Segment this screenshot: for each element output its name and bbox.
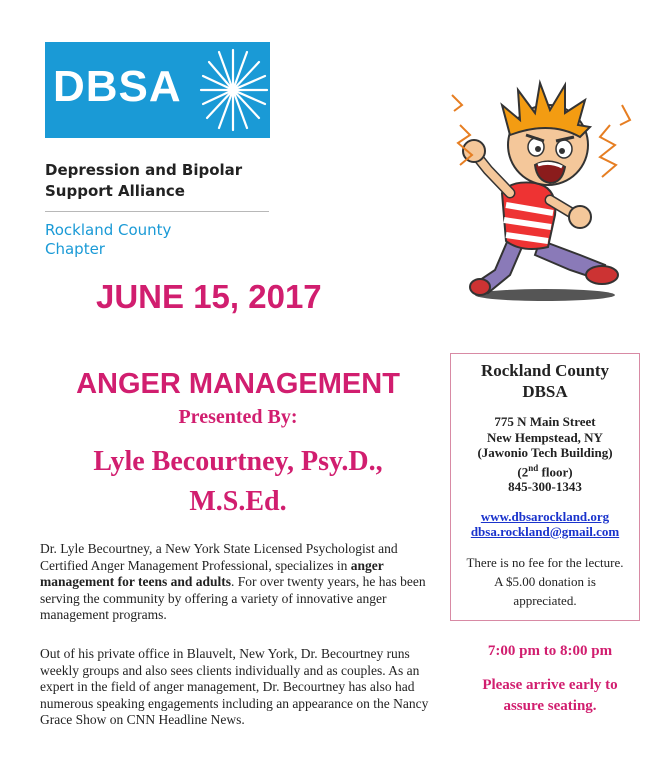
website-link[interactable]: www.dbsarockland.org — [480, 508, 610, 524]
location-title-line2: DBSA — [522, 382, 568, 401]
event-time: 7:00 pm to 8:00 pm — [487, 643, 613, 659]
chapter-line1: Rockland County — [45, 221, 172, 239]
arrive-line2: assure seating. — [503, 698, 597, 714]
address-line2: New Hempstead, NY — [487, 429, 603, 445]
chapter-line2: Chapter — [45, 240, 105, 258]
event-date: JUNE 15, 2017 — [96, 278, 322, 315]
contact-links — [451, 509, 639, 539]
arrive-note — [450, 675, 650, 717]
location-title — [451, 360, 639, 402]
location-title-line1: Rockland County — [480, 361, 609, 380]
speaker-line1: Lyle Becourtney, Psy.D., — [93, 446, 383, 477]
bio-p1-bold: anger management for teens and adults — [40, 557, 384, 589]
event-title: ANGER MANAGEMENT — [76, 368, 400, 400]
speaker-name — [38, 442, 438, 522]
arrive-line1: Please arrive early to — [482, 677, 618, 693]
org-name-line1: Depression and Bipolar — [45, 161, 243, 179]
address-line1: 775 N Main Street — [494, 414, 596, 429]
phone-number: 845-300-1343 — [508, 479, 582, 495]
address-floor — [451, 461, 639, 480]
presented-by: Presented By: — [178, 406, 298, 428]
bio-paragraph-2: Out of his private office in Blauvelt, New York, Dr. Becourtney runs weekly groups and also sees clients individually and as couples. As an expert in the field of anger management, Dr. Becourtney has also had numerous speaking engagements including an appearance on the Nancy Grace Show on CNN Headline News. — [40, 646, 429, 727]
event-header — [38, 366, 438, 522]
bio-paragraph-1 — [40, 541, 440, 624]
location-box — [450, 353, 640, 621]
org-name-line2: Support Alliance — [45, 182, 185, 200]
email-link[interactable]: dbsa.rockland@gmail.com — [470, 523, 620, 539]
angry-boy-cartoon — [440, 65, 640, 305]
logo-text: DBSA — [53, 62, 182, 111]
floor-num: (2 — [517, 463, 529, 479]
address-line3: (Jawonio Tech Building) — [477, 445, 613, 460]
divider — [45, 211, 269, 212]
floor-rest: floor) — [538, 463, 573, 479]
floor-sup: nd — [528, 462, 539, 473]
dbsa-logo — [45, 42, 270, 138]
bio-p1-end: . For over twenty years, he has been serving the community by offering a variety of innovative anger management programs. — [40, 574, 426, 622]
starburst-icon — [195, 42, 270, 138]
address — [451, 414, 639, 495]
speaker-line2: M.S.Ed. — [189, 486, 287, 517]
chapter-name — [45, 221, 265, 259]
fee-note: There is no fee for the lecture. A $5.00 donation is appreciated. — [466, 554, 624, 608]
org-name — [45, 160, 285, 202]
bio-p1-start: Dr. Lyle Becourtney, a New York State Licensed Psychologist and Certified Anger Management Professional, specializes in — [40, 541, 398, 573]
